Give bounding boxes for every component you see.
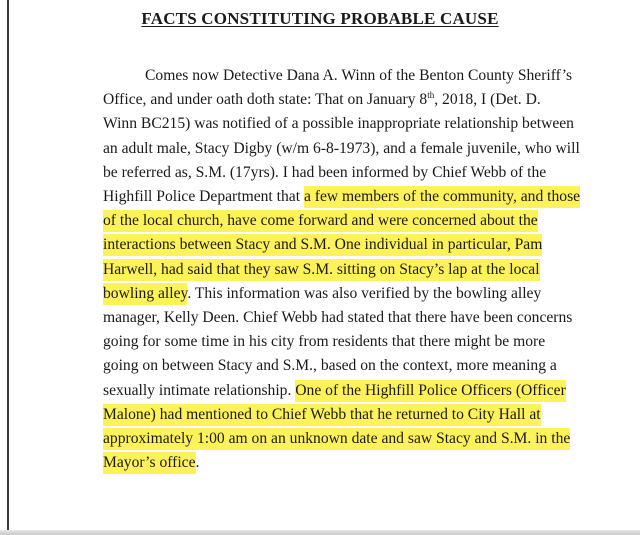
paragraph-line-10 <box>103 282 623 306</box>
highlighted-text: approximately 1:00 am on an unknown date and saw Stacy and S.M. in the <box>103 428 570 450</box>
paragraph-line-12 <box>103 330 623 354</box>
page-left-border <box>7 0 9 535</box>
highlighted-text: Harwell, had said that they saw S.M. sitting on Stacy’s lap at the local <box>103 259 540 281</box>
paragraph-line-3 <box>103 112 623 136</box>
paragraph-line-5 <box>103 161 623 185</box>
paragraph-line-8 <box>103 233 623 257</box>
paragraph-line-7 <box>103 209 623 233</box>
paragraph-line-11 <box>103 306 623 330</box>
paragraph-line-1 <box>103 64 623 88</box>
paragraph-line-17 <box>103 451 623 475</box>
paragraph-line-9 <box>103 258 623 282</box>
paragraph-line-6 <box>103 185 623 209</box>
line-text: Winn BC215) was notified of a possible inappropriate relationship between <box>103 115 574 133</box>
line-text: Highfill Police Department that <box>103 188 304 206</box>
highlighted-text: a few members of the community, and those <box>304 186 580 208</box>
line-text: Comes now Detective Dana A. Winn of the Benton County Sheriff’s <box>145 67 573 84</box>
line-text-tail: . <box>195 454 200 472</box>
highlighted-text: Mayor’s office <box>103 452 196 474</box>
document-title: FACTS CONSTITUTING PROBABLE CAUSE <box>141 9 499 28</box>
line-text: be referred as, S.M. (17yrs). I had been informed by Chief Webb of the <box>103 163 547 181</box>
line-text: sexually intimate relationship. <box>103 381 296 399</box>
line-text: manager, Kelly Deen. Chief Webb had stated that there have been concerns <box>103 309 573 327</box>
paragraph-line-15 <box>103 403 623 427</box>
paragraph-line-4 <box>103 137 623 161</box>
highlighted-text: One of the Highfill Police Officers (Officer <box>295 380 566 402</box>
highlighted-text: interactions between Stacy and S.M. One individual in particular, Pam <box>103 234 542 256</box>
highlighted-text: bowling alley <box>103 283 187 305</box>
line-text-tail: , 2018, I (Det. D. <box>434 91 541 109</box>
line-text-tail: . This information was also verified by the bowling alley <box>187 284 542 302</box>
paragraph-line-13 <box>103 354 623 378</box>
ordinal-suffix: th <box>427 90 435 101</box>
line-text: an adult male, Stacy Digby (w/m 6-8-1973), and a female juvenile, who will <box>103 139 580 157</box>
paragraph-line-16 <box>103 427 623 451</box>
highlighted-text: Malone) had mentioned to Chief Webb that he returned to City Hall at <box>103 404 541 426</box>
line-text: going on between Stacy and S.M., based on the context, more meaning a <box>103 357 557 375</box>
line-text: going for some time in his city from residents that there might be more <box>103 333 546 351</box>
document-paragraph <box>103 64 623 475</box>
line-text: Office, and under oath doth state: That on January 8 <box>103 91 428 109</box>
highlighted-text: of the local church, have come forward and were concerned about the <box>103 210 538 232</box>
page-bottom-edge <box>0 530 640 535</box>
paragraph-line-2 <box>103 88 623 112</box>
paragraph-line-14 <box>103 379 623 403</box>
